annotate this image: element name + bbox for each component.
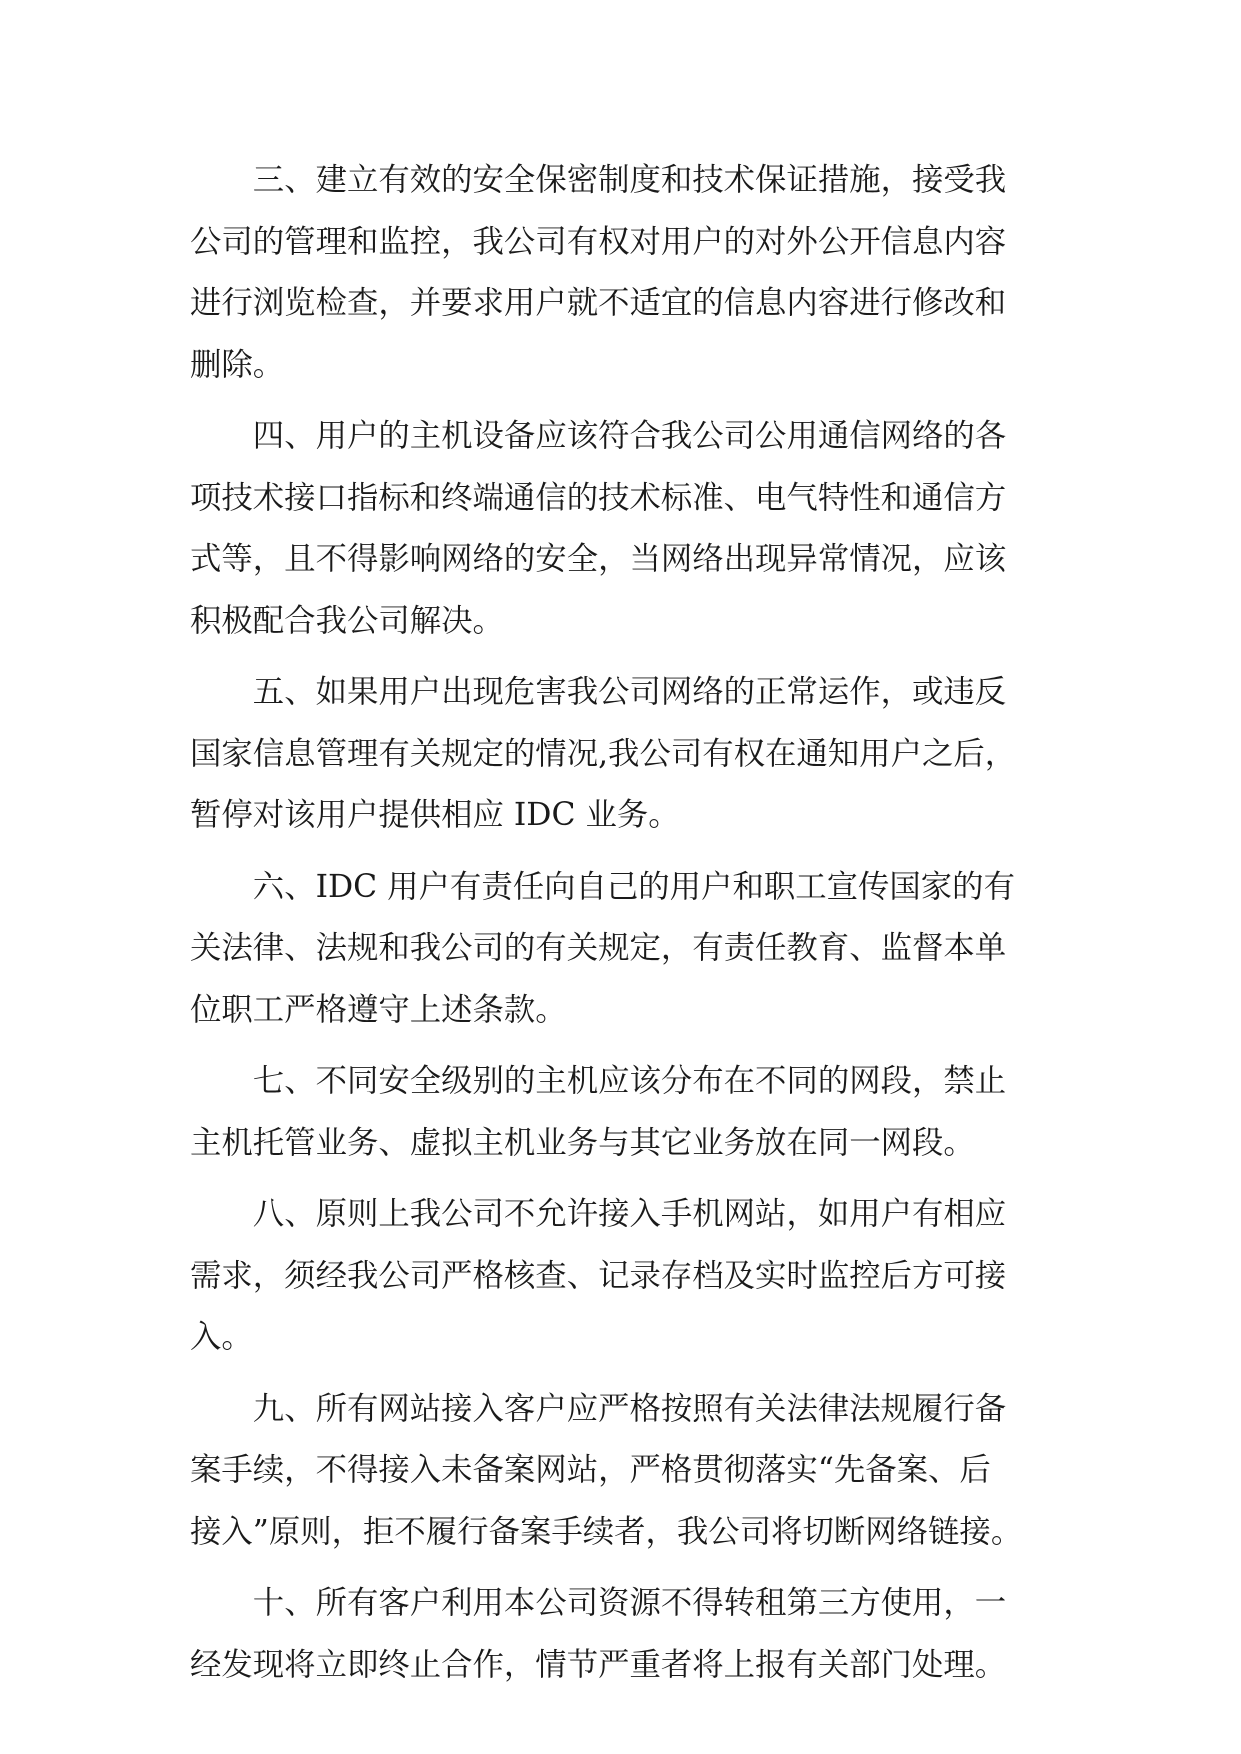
clause-3-paragraph: 三、建立有效的安全保密制度和技术保证措施，接受我 公司的管理和监控，我公司有权对用户的对外公开信息内容 进行浏览检查，并要求用户就不适宜的信息内容进行修改和 删除。 — [190, 162, 1007, 383]
clause-6-paragraph: 六、IDC 用户有责任向自己的用户和职工宣传国家的有 关法律、法规和我公司的有关规定，有责任教育、监督本单 位职工严格遵守上述条款。 — [190, 868, 1015, 1028]
clause-9-paragraph: 九、所有网站接入客户应严格按照有关法律法规履行备 案手续，不得接入未备案网站，严格贯彻落实“先备案、后 接入”原则，拒不履行备案手续者，我公司将切断网络链接。 — [190, 1390, 1023, 1550]
clause-4-paragraph: 四、用户的主机设备应该符合我公司公用通信网络的各 项技术接口指标和终端通信的技术标准、电气特性和通信方 式等，且不得影响网络的安全，当网络出现异常情况，应该 积极配合我公司解决。 — [190, 418, 1007, 639]
clause-8-paragraph: 八、原则上我公司不允许接入手机网站，如用户有相应 需求，须经我公司严格核查、记录存档及实时监控后方可接 入。 — [190, 1196, 1007, 1355]
document-body — [190, 150, 1060, 1706]
clause-10-paragraph: 十、所有客户利用本公司资源不得转租第三方使用，一 经发现将立即终止合作，情节严重者将上报有关部门处理。 — [190, 1585, 1007, 1683]
clause-7-paragraph: 七、不同安全级别的主机应该分布在不同的网段，禁止 主机托管业务、虚拟主机业务与其它业务放在同一网段。 — [190, 1063, 1007, 1161]
clause-5-paragraph: 五、如果用户出现危害我公司网络的正常运作，或违反 国家信息管理有关规定的情况,我公司有权在通知用户之后， 暂停对该用户提供相应 IDC 业务。 — [190, 674, 1017, 833]
